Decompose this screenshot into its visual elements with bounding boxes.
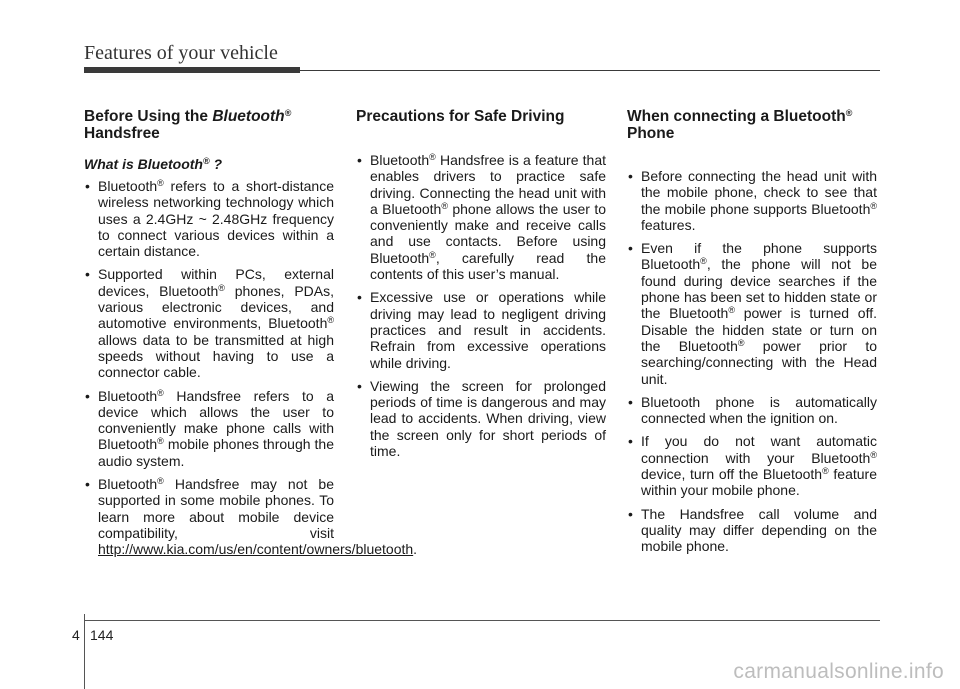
column-precautions [356, 108, 606, 466]
text: , the phone will not be found during device searches if the phone has been set to hidden state or the Bluetooth [641, 256, 877, 322]
bullet-list [356, 152, 606, 459]
bullet-list [627, 168, 877, 555]
watermark: carmanualsonline.info [733, 660, 944, 683]
text: Bluetooth [98, 387, 158, 404]
heading-italic-text: Bluetooth [212, 108, 285, 125]
heading-bluetooth-italic [212, 108, 291, 125]
registered-mark: ® [870, 200, 877, 211]
chapter-number: 4 [72, 627, 80, 643]
section-heading-before-using [84, 108, 334, 142]
text: Handsfree refers to a device which allows the user to conveniently make phone calls with Bluetooth [98, 387, 334, 453]
registered-mark: ® [157, 436, 164, 447]
column-when-connecting [627, 108, 877, 562]
column-before-using-bluetooth [84, 108, 418, 565]
text: Even if the phone supports Bluetooth [641, 240, 877, 273]
registered-mark: ® [700, 256, 707, 267]
text: , carefully read the contents of this user’s manual. [370, 249, 606, 283]
heading-text: When connecting a Bluetooth [627, 108, 846, 125]
list-item [84, 266, 334, 380]
page-number: 144 [90, 627, 114, 643]
list-item [627, 433, 877, 498]
registered-mark: ® [157, 476, 164, 487]
text: Bluetooth [98, 178, 158, 194]
heading-text-line2: Phone [627, 125, 675, 142]
header-rule-thin [300, 70, 880, 71]
section-heading-precautions: Precautions for Safe Driving [356, 108, 565, 125]
text: phone allows the user to conveniently make and receive calls and use contacts. Before using Bluetooth [370, 200, 606, 266]
registered-mark: ® [737, 337, 745, 348]
page-header-title: Features of your vehicle [84, 42, 278, 64]
section-heading-when-connecting [627, 108, 877, 142]
text: Handsfree may not be supported in some mobile phones. To learn more about mobile device compatibility, visit [98, 476, 334, 541]
list-item [627, 168, 877, 233]
list-item: • Excessive use or operations while driving may lead to negligent driving practices and result in accidents. Refrain from excessive operations while driving. [356, 289, 606, 370]
text: features. [641, 216, 696, 233]
registered-mark: ® [429, 152, 436, 162]
text: Handsfree is a feature that enables drivers to practice safe driving. Connecting the head unit with a Bluetooth [370, 152, 606, 217]
text: Before connecting the head unit with the mobile phone, check to see that the mobile phone supports Bluetooth [641, 168, 877, 217]
list-item: • Bluetooth phone is automatically connected when the ignition on. [627, 394, 877, 427]
list-item: • The Handsfree call volume and quality may differ depending on the mobile phone. [627, 506, 877, 555]
text: power is turned off. Disable the hidden state or turn on the Bluetooth [641, 305, 877, 354]
registered-mark: ® [429, 249, 436, 260]
list-item [356, 152, 606, 282]
registered-mark: ® [441, 200, 448, 211]
text: refers to a short-distance wireless networking technology which uses a 2.4GHz ~ 2.48GHz frequency to connect various devices within a certain distance. [98, 178, 334, 260]
text: Supported within PCs, external devices, Bluetooth [98, 266, 334, 299]
heading-text: Before Using the [84, 108, 213, 125]
list-item [84, 178, 334, 259]
text: Bluetooth [370, 152, 430, 168]
registered-mark: ® [870, 449, 877, 460]
registered-mark: ® [284, 108, 292, 118]
list-item: • Viewing the screen for prolonged periods of time is dangerous and may lead to accidents. When driving, view the screen only for short periods of time. [356, 378, 606, 459]
text: allows data to be transmitted at high speeds without having to use a connector cable. [98, 331, 334, 381]
text: If you do not want automatic connection with your Bluetooth [641, 433, 877, 466]
text: power prior to searching/connecting with the Head unit. [641, 337, 878, 387]
registered-mark: ® [728, 305, 735, 316]
subheading-suffix: ? [209, 156, 223, 172]
heading-text-line2: Handsfree [84, 125, 160, 142]
kia-compatibility-link[interactable]: http://www.kia.com/us/en/content/owners/bluetooth [98, 541, 414, 558]
registered-mark: ® [822, 466, 829, 477]
registered-mark: ® [157, 178, 164, 188]
text: mobile phones through the audio system. [98, 436, 334, 469]
footer-vertical-rule [84, 614, 85, 689]
subheading-what-is-bluetooth [84, 156, 334, 172]
registered-mark: ® [327, 315, 334, 326]
text: device, turn off the Bluetooth [641, 466, 823, 483]
text: . [413, 541, 418, 558]
text: feature within your mobile phone. [641, 466, 877, 499]
list-item [84, 476, 418, 558]
registered-mark: ® [157, 387, 164, 398]
bullet-list [84, 178, 418, 558]
text: phones, PDAs, various electronic devices, and automotive environments, Bluetooth [98, 282, 334, 332]
text: Bluetooth [98, 476, 158, 493]
registered-mark: ® [203, 156, 210, 166]
subheading-text: What is Bluetooth [84, 156, 203, 172]
list-item [84, 388, 334, 469]
footer-horizontal-rule [84, 620, 880, 621]
list-item [627, 240, 877, 387]
header-rule-thick [84, 67, 300, 73]
registered-mark: ® [845, 108, 853, 118]
registered-mark: ® [218, 282, 225, 293]
